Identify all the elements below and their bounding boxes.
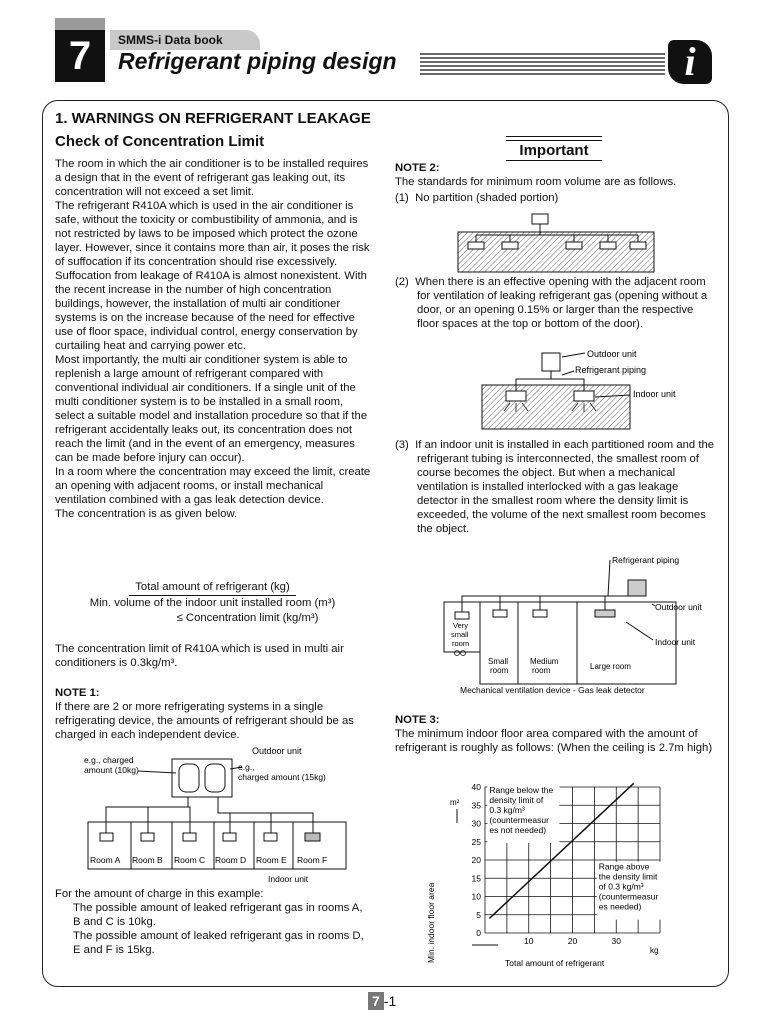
- item3: [395, 438, 715, 536]
- paragraph: The room in which the air conditioner is to be installed requires a design that in the event of refrigerant gas leaking out, its concentration will not exceed a set limit.: [55, 158, 369, 198]
- y-tick-label: 40: [471, 782, 481, 792]
- annotation-line: Range above: [598, 861, 650, 872]
- annotation-line: density limit of: [489, 795, 544, 805]
- room-label: Very: [453, 621, 469, 630]
- room-label: Room B: [132, 855, 163, 865]
- annotation-line: (countermeasur: [489, 815, 549, 825]
- x-tick-label: 30: [611, 936, 621, 946]
- example-text: [55, 887, 373, 957]
- item3-text: If an indoor unit is installed in each partitioned room and the refrigerant tubing is interconnected, the smallest room of course becomes the object. But when a mechanical ventilation is installed interlocked with a gas leakage detector in the smallest room where the density limit is exceeded, the volume of the next smallest room becomes the object.: [415, 439, 715, 535]
- fig1-charge15-line2: charged amount (15kg): [238, 772, 326, 782]
- item1-text: No partition (shaded portion): [415, 192, 559, 204]
- note3-title: NOTE 3:: [395, 714, 440, 726]
- concentration-formula: [60, 580, 365, 626]
- room-label: Large room: [590, 662, 631, 671]
- room-label: Medium: [530, 657, 559, 666]
- room-label: Small: [488, 657, 509, 666]
- x-tick-label: 20: [567, 936, 578, 946]
- paragraph: The concentration limit of R410A which is used in multi air conditioners is 0.3kg/m³.: [55, 643, 344, 669]
- fig3-piping-label: Refrigerant piping: [612, 555, 680, 565]
- note3: [395, 713, 715, 755]
- section-subtitle: Check of Concentration Limit: [55, 133, 265, 150]
- header-decor-lines: [420, 50, 665, 80]
- item2-number: (2): [395, 276, 409, 288]
- annotation-line: of 0.3 kg/m³: [598, 881, 644, 892]
- item3-number: (3): [395, 439, 409, 451]
- paragraph: Most importantly, the multi air conditioner system is able to replenish a large amount of refrigerant compared with conventional individual air conditioners. If a single unit of the multi conditioner system is to be installed in a small room, select a suitable model and installation procedure so that if the refrigerant accidentally leaks out, its concentration does not reach the limit (and in the event of an emergency, measures can be made before injury can occur).: [55, 354, 368, 464]
- fig3-indoor-label: Indoor unit: [655, 637, 696, 647]
- page-number: [368, 992, 396, 1010]
- figure-independent-systems: [78, 745, 358, 885]
- room-label: room: [532, 666, 551, 675]
- y-tick-label: 25: [471, 836, 481, 847]
- formula-limit: ≤ Concentration limit (kg/m³): [176, 612, 319, 624]
- y-tick-label: 10: [471, 891, 481, 902]
- note3-text: The minimum indoor floor area compared with the amount of refrigerant is roughly as follows: (When the ceiling is 2.7m high): [395, 728, 713, 754]
- formula-numerator: Total amount of refrigerant (kg): [129, 580, 295, 596]
- example-item: The possible amount of leaked refrigerant gas in rooms D, E and F is 15kg.: [73, 930, 364, 956]
- info-logo-icon: i: [668, 40, 712, 84]
- y-tick-label: 5: [476, 909, 481, 920]
- y-tick-label: 0: [476, 928, 481, 938]
- room-label: Room F: [297, 855, 328, 865]
- figure-effective-opening: [470, 345, 700, 435]
- note1-title: NOTE 1:: [55, 687, 100, 699]
- fig2-piping-label: Refrigerant piping: [575, 365, 647, 375]
- limit-paragraph: [55, 642, 373, 670]
- section-title: 1. WARNINGS ON REFRIGERANT LEAKAGE: [55, 110, 371, 127]
- fig3-caption: Mechanical ventilation device - Gas leak detector: [460, 685, 645, 695]
- y-tick-label: 30: [471, 818, 481, 829]
- note2: [395, 161, 715, 205]
- room-label: small: [451, 630, 469, 639]
- y-tick-label: 20: [471, 855, 481, 865]
- fig2-outdoor-label: Outdoor unit: [587, 349, 637, 359]
- fig3-outdoor-label: Outdoor unit: [655, 602, 702, 612]
- room-label: Room C: [174, 855, 206, 865]
- note1-text: If there are 2 or more refrigerating systems in a single refrigerating device, the amounts of refrigerant should be as charged in each independent device.: [55, 701, 354, 741]
- page-chapter-box: 7: [368, 992, 384, 1010]
- fig2-indoor-label: Indoor unit: [633, 389, 676, 399]
- page-suffix: -1: [383, 993, 397, 1009]
- annotation-line: Range below the: [489, 785, 554, 795]
- note2-title: NOTE 2:: [395, 162, 440, 174]
- annotation-line: es needed): [598, 901, 642, 912]
- room-label: room: [490, 666, 509, 675]
- item2: [395, 275, 715, 331]
- example-item: The possible amount of leaked refrigerant gas in rooms A, B and C is 10kg.: [73, 902, 363, 928]
- figure-partitioned-rooms: [440, 552, 720, 700]
- annotation-line: (countermeasur: [598, 891, 659, 902]
- room-label: Room D: [215, 855, 247, 865]
- fig1-charge10-line1: e.g., charged: [84, 755, 134, 765]
- left-column-text: [55, 157, 373, 521]
- annotation-line: the density limit: [598, 871, 658, 882]
- paragraph: The refrigerant R410A which is used in the air conditioner is safe, without the toxicity or combustibility of ammonia, and is not restricted by laws to be imposed which protect the ozone layer. However, since it contains more than air, it poses the risk of suffocation if its concentration should rise excessively.: [55, 200, 370, 268]
- y-tick-label: 15: [471, 873, 481, 884]
- annotation-line: es not needed): [489, 825, 547, 835]
- book-tab: [110, 30, 260, 50]
- item2-text: When there is an effective opening with the adjacent room for ventilation of leaking refrigerant gas (opening without a door, or an opening 0.15% or larger than the respective floor spaces at the top or bottom of the door).: [415, 276, 708, 330]
- page-title: Refrigerant piping design: [118, 48, 397, 74]
- note2-text: The standards for minimum room volume are as follows.: [395, 176, 677, 188]
- paragraph: Suffocation from leakage of R410A is almost nonexistent. With the recent increase in the number of high concentration buildings, however, the installation of multi air conditioner systems is on the increase because of the need for effective use of floor space, individual control, energy conservation by curtailing heat and carrying power etc.: [55, 270, 367, 352]
- header-accent-bar: [55, 18, 105, 30]
- annotation-below: [487, 785, 559, 843]
- item1-number: (1): [395, 192, 409, 204]
- room-label: Room E: [256, 855, 287, 865]
- annotation-above: [597, 862, 677, 920]
- book-name: SMMS-i Data book: [118, 33, 223, 47]
- paragraph: In a room where the concentration may exceed the limit, create an opening with adjacent rooms, or install mechanical ventilation combined with a gas leak detection device.: [55, 466, 371, 506]
- density-limit-chart: [410, 775, 710, 975]
- annotation-line: 0.3 kg/m³: [489, 805, 525, 815]
- y-axis-label: Min. indoor floor area: [426, 882, 436, 963]
- x-axis-label: Total amount of refrigerant: [505, 958, 605, 968]
- formula-denominator: Min. volume of the indoor unit installed room (m³): [89, 597, 336, 609]
- y-tick-label: 35: [471, 800, 481, 811]
- x-tick-label: 10: [524, 936, 534, 946]
- fig1-indoor-label: Indoor unit: [268, 874, 309, 884]
- fig1-charge15-line1: e.g.,: [238, 762, 255, 772]
- room-label: room: [452, 639, 470, 648]
- important-heading: Important: [506, 140, 602, 161]
- note1: [55, 686, 373, 742]
- outdoor-unit-box: [172, 759, 232, 797]
- example-intro: For the amount of charge in this example:: [55, 888, 264, 900]
- x-unit-label: kg: [650, 946, 659, 955]
- fig1-outdoor-label: Outdoor unit: [252, 746, 302, 756]
- fig1-charge10-line2: amount (10kg): [84, 765, 139, 775]
- y-unit-label: m²: [450, 798, 460, 807]
- chapter-number: 7: [55, 30, 105, 82]
- room-label: Room A: [90, 855, 121, 865]
- paragraph: The concentration is as given below.: [55, 508, 238, 520]
- figure-no-partition: [450, 210, 660, 276]
